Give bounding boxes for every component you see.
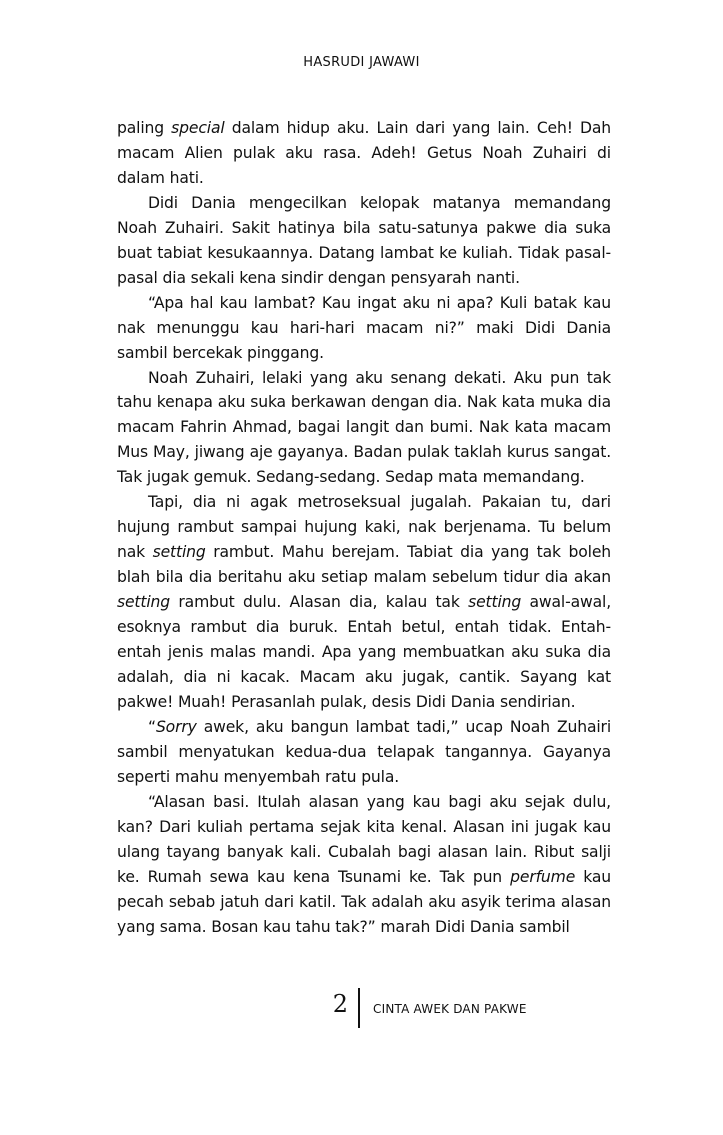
text-run: rambut. Mahu berejam. Tabiat dia yang tak boleh blah bila dia beritahu aku setiap malam sebelum tidur dia akan bbox=[117, 543, 611, 587]
footer-divider bbox=[358, 988, 360, 1028]
text-run: awek, aku bangun lambat tadi,” ucap Noah Zuhairi sambil menyatukan kedua-dua telapak tangannya. Gayanya seperti mahu menyembah ratu pula. bbox=[117, 717, 611, 786]
page-footer bbox=[0, 988, 723, 1032]
text-run: “Alasan basi. Itulah alasan yang kau bagi aku sejak dulu, kan? Dari kuliah pertama sejak kita kenal. Alasan ini jugak kau ulang tayang banyak kali. Cubalah bagi alasan lain. Ribut salji ke. Rumah sewa kau kena Tsunami ke. Tak pun bbox=[117, 792, 611, 886]
paragraph bbox=[117, 715, 611, 790]
paragraph bbox=[117, 116, 611, 191]
body-text bbox=[117, 116, 611, 939]
text-run: Didi Dania mengecilkan kelopak matanya memandang Noah Zuhairi. Sakit hatinya bila satu-satunya pakwe dia suka buat tabiat kesukaannya. Datang lambat ke kuliah. Tidak pasal-pasal dia sekali kena sindir dengan pensyarah nanti. bbox=[117, 193, 611, 287]
running-header bbox=[0, 55, 723, 70]
text-run: paling bbox=[117, 119, 172, 137]
paragraph bbox=[117, 291, 611, 366]
paragraph bbox=[117, 191, 611, 291]
italic-text: setting bbox=[152, 543, 206, 562]
paragraph bbox=[117, 790, 611, 940]
text-run: kau pecah sebab jatuh dari katil. Tak adalah aku asyik terima alasan yang sama. Bosan kau tahu tak?” marah Didi Dania sambil bbox=[117, 867, 611, 936]
text-run: rambut dulu. Alasan dia, kalau tak bbox=[170, 593, 469, 612]
paragraph bbox=[117, 490, 611, 715]
text-run: dalam hidup aku. Lain dari yang lain. Ceh! Dah macam Alien pulak aku rasa. Adeh! Getus Noah Zuhairi di dalam hati. bbox=[117, 119, 611, 187]
italic-text: perfume bbox=[510, 867, 576, 886]
text-run: “ bbox=[148, 717, 156, 736]
italic-text: Sorry bbox=[155, 717, 197, 736]
text-run: Noah Zuhairi, lelaki yang aku senang dekati. Aku pun tak tahu kenapa aku suka berkawan dengan dia. Nak kata muka dia macam Fahrin Ahmad, bagai langit dan bumi. Nak kata macam Mus May, jiwang aje gayanya. Badan pulak taklah kurus sangat. Tak jugak gemuk. Sedang-sedang. Sedap mata memandang. bbox=[117, 368, 611, 487]
paragraph bbox=[117, 366, 611, 491]
italic-text: special bbox=[171, 119, 225, 137]
italic-text: setting bbox=[117, 593, 171, 612]
italic-text: setting bbox=[468, 593, 522, 612]
text-run: Tapi, dia ni agak metroseksual jugalah. Pakaian tu, dari hujung rambut sampai hujung kaki, nak berjenama. Tu belum nak bbox=[117, 493, 611, 562]
book-title: CINTA AWEK DAN PAKWE bbox=[373, 1002, 527, 1016]
text-run: “Apa hal kau lambat? Kau ingat aku ni apa? Kuli batak kau nak menunggu kau hari-hari macam ni?” maki Didi Dania sambil bercekak pinggang. bbox=[117, 293, 611, 362]
author-name: HASRUDI JAWAWI bbox=[303, 55, 420, 70]
text-run: awal-awal, esoknya rambut dia buruk. Entah betul, entah tidak. Entah-entah jenis malas mandi. Apa yang membuatkan aku suka dia adalah, dia ni kacak. Macam aku jugak, cantik. Sayang kat pakwe! Muah! Perasanlah pulak, desis Didi Dania sendirian. bbox=[117, 593, 612, 711]
page-number: 2 bbox=[332, 990, 348, 1018]
